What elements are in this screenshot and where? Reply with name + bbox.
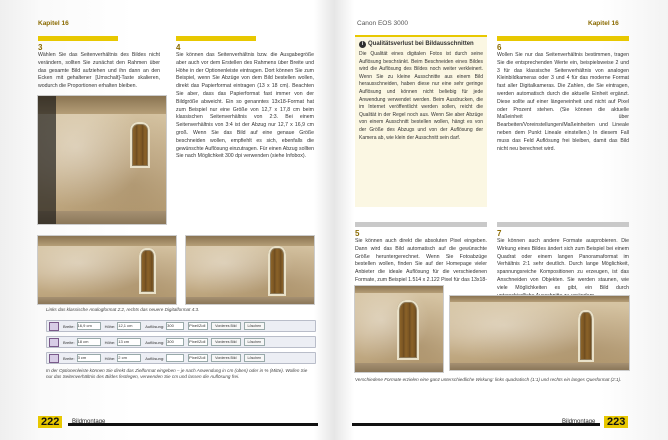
step-number-3: 3 [38, 36, 118, 52]
height-field[interactable]: 13 cm [117, 338, 141, 346]
resolution-field[interactable]: 300 [166, 338, 184, 346]
unit-select[interactable]: Pixel/Zoll [188, 322, 208, 330]
options-bar-2[interactable]: Breite: 18 cm Höhe: 13 cm Auflösung: 300 Pixel/Zoll Vorderes Bild Löschen [46, 336, 316, 348]
caption-options: In der Optionenleiste können Sie direkt das Zielformat eingeben – je nach Anwendung in cm (oben) oder in % (Mitte). Wollen Sie nur das Seitenverhältnis des Bildes festlegen, verwenden Sie cm und lassen die Auflösung frei. [46, 368, 308, 380]
crop-tool-icon [49, 354, 59, 363]
height-field[interactable]: 2 cm [117, 354, 141, 362]
step-text-5: Sie können auch direkt die absoluten Pixel eingeben. Dann wird das Bild automatisch auf die gewünschte Größe heruntergerechnet. Wenn Sie Fotoabzüge bestellen wollen, finden Sie auf der Homepage vieler Anbieter die ideale Auflösung für die verschiedenen Formate, zum Beispiel 1.514 x 2.122 Pixel für das 13x18- [355, 238, 487, 283]
footer-title-right: Bildmontage [562, 419, 596, 425]
width-field[interactable]: 18 cm [77, 338, 101, 346]
left-footer [38, 416, 318, 428]
infobox-text: Die Qualität eines digitalen Fotos ist durch seine Auflösung beschränkt. Beim Beschneiden eines Bildes wird die Auflösung des Bildes noch weiter verkleinert. Wenn Sie zu kleine Ausschnitte aus einem Bild herausschneiden, haben diese nur eine sehr geringe Auflösung und können nicht beliebig für jede Anwendung verwendet werden. Beim Ausdrucken, die im Internet veröffentlicht werden sollen, reicht die Qualität in der Regel noch aus. Wenn Sie aber Abzüge von einem Ausschnitt bestellen wollen, hängt es von der Größe des Abzugs und von der Auflösung der Kamera ab, wie klein der Ausschnitt sein darf. [359, 51, 483, 141]
door-photo-analog [38, 236, 176, 304]
options-bar-3[interactable]: Breite: 3 cm Höhe: 2 cm Auflösung: Pixel/Zoll Vorderes Bild Löschen [46, 352, 316, 364]
front-image-button[interactable]: Vorderes Bild [211, 322, 240, 330]
infobox [355, 35, 487, 207]
step-number-6: 6 [497, 36, 629, 52]
right-footer [352, 416, 632, 428]
front-image-button[interactable]: Vorderes Bild [211, 338, 240, 346]
step-text-7: Sie können auch andere Formate ausprobieren. Die Wirkung eines Bildes ändert sich zum Beispiel bei einem Quadrat oder einem langen Panoramaformat im Verhältnis 2:1 sehr deutlich. Durch lange Möglichkeit, spannungsreiche Kompositionen zu erzeugen, ist das Anschneiden von Objekten. Sie werden staunen, wie viele Möglichkeiten es gibt, ein Bild durch [497, 238, 629, 291]
step-text-6: Wollen Sie nur das Seitenverhältnis bestimmen, tragen Sie die entsprechenden Werte ein, beispielsweise 2 und 3 für das klassische Seitenverhältnis von analogen Kleinbildkameras oder 3 und 4 für das moderne Format fast aller Digitalkameras. Die Zahlen, die Sie eintragen, werden automatisch durch die aktuelle Einheit ergänzt. Diese sollte auf einer längeneinheit und nicht auf Pixel oder Prozent stehen. (Sie können die aktuelle Maßeinheit über Bearbeiten/Voreinstellungen/Maßeinheiten und Lineale neben dem Punkt Lineale einstellen.) In diesem Fall muss das Feld Auflösung frei bleiben, damit das Bild nicht neu berechnet wird. [497, 52, 629, 152]
options-bar-1[interactable]: Breite: 16,9 cm Höhe: 12,1 cm Auflösung: 300 Pixel/Zoll Vorderes Bild Löschen [46, 320, 316, 332]
caption-crops: Verschiedene Formate erzielen eine ganz unterschiedliche Wirkung: links quadratisch (1:1) und rechts ein langes Querformat (2:1). [355, 377, 622, 382]
crop-tool-icon [49, 338, 59, 347]
infobox-title: Qualitätsverlust bei Bildausschnitten [368, 41, 474, 47]
footer-title: Bildmontage [72, 419, 106, 425]
crop-tool-icon [49, 322, 59, 331]
camera-header: Canon EOS 3000 [357, 20, 408, 27]
unit-select[interactable]: Pixel/Zoll [188, 354, 208, 362]
page-number-right: 223 [604, 416, 628, 428]
delete-button[interactable]: Löschen [244, 322, 266, 330]
step-number-7: 7 [497, 222, 629, 238]
door-photo-digital [186, 236, 314, 304]
width-field[interactable]: 3 cm [77, 354, 101, 362]
chapter-header-right: Kapitel 16 [588, 20, 619, 27]
delete-button[interactable]: Löschen [244, 338, 266, 346]
chapter-header: Kapitel 16 [38, 20, 69, 27]
step-text-3: Wählen Sie das Seitenverhältnis des Bildes nicht verändern, sollten Sie zunächst den Rahmen über das gesamte Bild aufziehen und ihn dann an den Ecken mit gehaltener [Umschalt]-Taste skalieren, wodurch die Proportionen erhalten bleiben. [38, 52, 160, 90]
front-image-button[interactable]: Vorderes Bild [211, 354, 240, 362]
resolution-field[interactable]: 300 [166, 322, 184, 330]
width-field[interactable]: 16,9 cm [77, 322, 101, 330]
door-photo-crop [38, 96, 166, 224]
height-field[interactable]: 12,1 cm [117, 322, 141, 330]
step-number-4: 4 [176, 36, 256, 52]
page-number: 222 [38, 416, 62, 428]
caption-formats: Links das klassische Analogformat 2:2, rechts das neuere Digitalformat 4:3. [46, 307, 200, 312]
delete-button[interactable]: Löschen [244, 354, 266, 362]
info-icon: i [359, 41, 366, 48]
door-photo-square [355, 286, 443, 372]
resolution-field[interactable] [166, 354, 184, 362]
step-number-5: 5 [355, 222, 487, 238]
step-text-4: Sie können das Seitenverhältnis bzw. die Ausgabegröße aber auch vor dem Erstellen des Rahmens über Breite und Höhe in der Optionenleiste eintragen. Dort können Sie zum Beispiel, wenn Sie Abzüge von dem Bild bestellen wollen, direkt das Papierformat eintragen (13 x 18 cm). Beachten Sie aber, dass das Papierformat fast immer von der Bildgröße abweicht. Ein so genanntes 13x18-Format hat zum Beispiel nur eine Größe von 12,7 x 17,8 cm beim klassischen Seitenverhältnis von 2:3. Bei einem Seitenverhältnis von 3:4 ist der Abzug nur 12,7 x 16,9 cm groß. Wenn Sie das Bild auf eine genaue Größe beschneiden wollen, empfiehlt es sich, ebenfalls die gewünschte Auflösung einzutragen. Für einen Abzug sollten Sie nach Möglichkeit 300 dpi verwenden (siehe Infobox). [176, 52, 314, 160]
unit-select[interactable]: Pixel/Zoll [188, 338, 208, 346]
door-photo-panorama [450, 296, 629, 370]
